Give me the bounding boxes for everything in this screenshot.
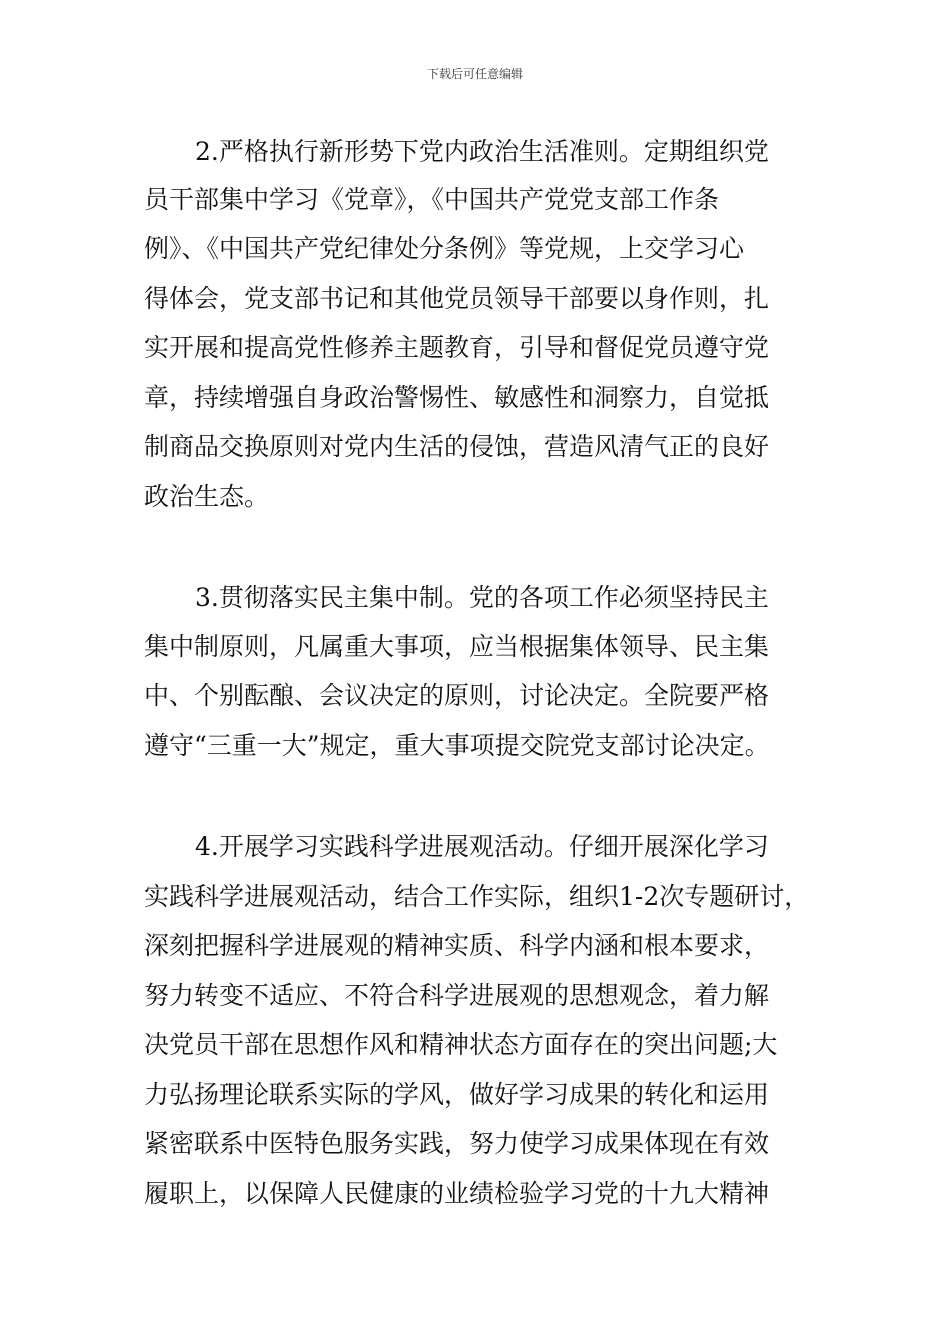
paragraph-1-line-8: 政治生态。 — [144, 482, 270, 511]
paragraph-1-line-6: 章，持续增强自身政治警惕性、敏感性和洞察力，自觉抵 — [144, 383, 770, 412]
paragraph-2-line-4: 遵守“三重一大”规定，重大事项提交院党支部讨论决定。 — [144, 731, 770, 760]
paragraph-1-line-3: 例》、《中国共产党纪律处分条例》等党规，上交学习心 — [144, 234, 745, 263]
paragraph-1-line-5: 实开展和提高党性修养主题教育，引导和督促党员遵守党 — [144, 333, 770, 362]
paragraph-2-line-1: 3.贯彻落实民主集中制。党的各项工作必须坚持民主 — [195, 583, 769, 612]
paragraph-1-line-1: 2.严格执行新形势下党内政治生活准则。定期组织党 — [195, 137, 769, 166]
paragraph-3-line-7: 紧密联系中医特色服务实践，努力使学习成果体现在有效 — [144, 1129, 770, 1158]
page-header: 下载后可任意编辑 — [426, 67, 523, 81]
paragraph-3-line-5: 决党员干部在思想作风和精神状态方面存在的突出问题;大 — [144, 1030, 778, 1059]
paragraph-3-line-1: 4.开展学习实践科学进展观活动。仔细开展深化学习 — [195, 832, 769, 861]
paragraph-1-line-7: 制商品交换原则对党内生活的侵蚀，营造风清气正的良好 — [144, 432, 770, 461]
paragraph-2-line-2: 集中制原则，凡属重大事项，应当根据集体领导、民主集 — [144, 632, 770, 661]
paragraph-1-line-4: 得体会，党支部书记和其他党员领导干部要以身作则，扎 — [144, 284, 770, 313]
paragraph-3-line-4: 努力转变不适应、不符合科学进展观的思想观念，着力解 — [144, 981, 770, 1010]
paragraph-3-line-2: 实践科学进展观活动，结合工作实际，组织1-2次专题研讨， — [144, 882, 810, 911]
paragraph-1-line-2: 员干部集中学习《党章》，《中国共产党党支部工作条 — [144, 185, 720, 214]
paragraph-3-line-8: 履职上，以保障人民健康的业绩检验学习党的十九大精神 — [144, 1179, 770, 1208]
paragraph-2-line-3: 中、个别酝酿、会议决定的原则，讨论决定。全院要严格 — [144, 681, 770, 710]
paragraph-3-line-3: 深刻把握科学进展观的精神实质、科学内涵和根本要求， — [144, 931, 770, 960]
paragraph-3-line-6: 力弘扬理论联系实际的学风，做好学习成果的转化和运用 — [144, 1080, 770, 1109]
